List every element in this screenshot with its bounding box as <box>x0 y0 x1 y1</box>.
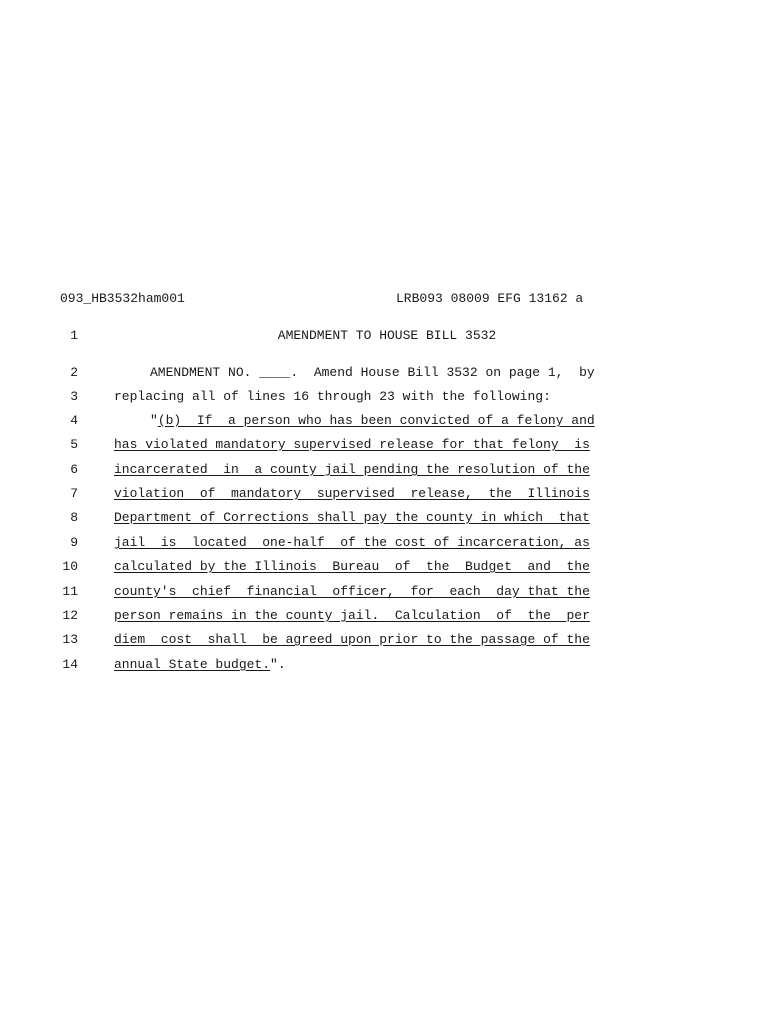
document-line <box>0 462 770 480</box>
line-number: 3 <box>70 389 78 404</box>
underlined-text: jail is located one-half of the cost of incarceration, as <box>114 535 590 550</box>
line-text: replacing all of lines 16 through 23 with the following: <box>114 389 551 404</box>
line-number: 6 <box>70 462 78 477</box>
amendment-title: AMENDMENT TO HOUSE BILL 3532 <box>277 328 497 343</box>
open-quote: " <box>150 413 158 428</box>
document-line <box>0 413 770 431</box>
lrb-id: LRB093 08009 EFG 13162 a <box>396 291 584 306</box>
underlined-text: violation of mandatory supervised release, the Illinois <box>114 486 590 501</box>
line-number: 14 <box>62 657 78 672</box>
underlined-text: (b) If a person who has been convicted of a felony and <box>157 413 595 428</box>
document-line <box>0 365 770 383</box>
line-number: 5 <box>70 437 78 452</box>
line-number: 13 <box>62 632 78 647</box>
line-number: 2 <box>70 365 78 380</box>
document-line <box>0 328 770 346</box>
line-text <box>150 365 667 380</box>
close-quote: ". <box>270 657 286 672</box>
underlined-text: incarcerated in a county jail pending the resolution of the <box>114 462 590 477</box>
line-number: 9 <box>70 535 78 550</box>
underlined-text: Department of Corrections shall pay the county in which that <box>114 510 590 525</box>
document-line <box>0 584 770 602</box>
line-number: 10 <box>62 559 78 574</box>
document-id: 093_HB3532ham001 <box>60 291 185 306</box>
document-line <box>0 632 770 650</box>
line-number: 12 <box>62 608 78 623</box>
underlined-text: calculated by the Illinois Bureau of the Budget and the <box>114 559 590 574</box>
line-text <box>150 413 667 428</box>
line-number: 1 <box>70 328 78 343</box>
document-line <box>0 486 770 504</box>
underlined-text: diem cost shall be agreed upon prior to the passage of the <box>114 632 590 647</box>
line-text <box>114 657 667 672</box>
underlined-text: has violated mandatory supervised release for that felony is <box>114 437 590 452</box>
underlined-text: person remains in the county jail. Calculation of the per <box>114 608 590 623</box>
underlined-text: annual State budget. <box>114 657 271 672</box>
line-text-content: AMENDMENT NO. ____. Amend House Bill 3532 on page 1, by <box>150 365 595 380</box>
line-number: 8 <box>70 510 78 525</box>
document-line <box>0 510 770 528</box>
document-line <box>0 437 770 455</box>
document-line <box>0 535 770 553</box>
document-line <box>0 559 770 577</box>
underlined-text: county's chief financial officer, for each day that the <box>114 584 590 599</box>
document-line <box>0 389 770 407</box>
document-line <box>0 657 770 675</box>
line-number: 7 <box>70 486 78 501</box>
document-line <box>0 608 770 626</box>
line-number: 11 <box>62 584 78 599</box>
line-number: 4 <box>70 413 78 428</box>
